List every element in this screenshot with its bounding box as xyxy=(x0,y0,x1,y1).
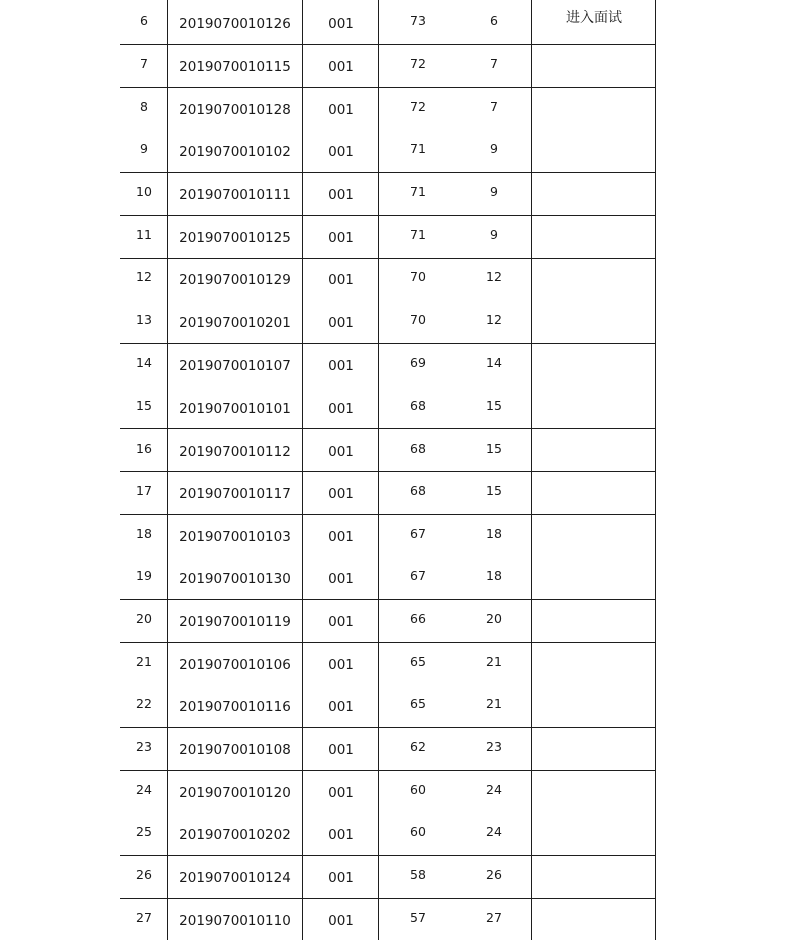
row-divider xyxy=(120,258,656,259)
position-cell: 21 xyxy=(486,654,502,669)
score-cell: 72 xyxy=(410,56,426,71)
score-cell: 70 xyxy=(410,269,426,284)
score-cell: 65 xyxy=(410,654,426,669)
position-cell: 15 xyxy=(486,398,502,413)
rank-cell: 21 xyxy=(136,654,152,669)
score-cell: 60 xyxy=(410,782,426,797)
exam-id-cell: 2019070010126 xyxy=(179,16,291,32)
position-cell: 27 xyxy=(486,910,502,925)
score-cell: 70 xyxy=(410,312,426,327)
exam-id-cell: 2019070010202 xyxy=(179,827,291,843)
position-cell: 18 xyxy=(486,568,502,583)
rank-cell: 23 xyxy=(136,739,152,754)
job-code-cell: 001 xyxy=(328,870,354,886)
job-code-cell: 001 xyxy=(328,785,354,801)
score-cell: 68 xyxy=(410,483,426,498)
score-cell: 67 xyxy=(410,526,426,541)
position-cell: 23 xyxy=(486,739,502,754)
exam-id-cell: 2019070010111 xyxy=(179,187,291,203)
row-divider xyxy=(120,343,656,344)
job-code-cell: 001 xyxy=(328,187,354,203)
row-divider xyxy=(120,898,656,899)
exam-id-cell: 2019070010124 xyxy=(179,870,291,886)
score-cell: 73 xyxy=(410,13,426,28)
score-cell: 67 xyxy=(410,568,426,583)
job-code-cell: 001 xyxy=(328,401,354,417)
exam-id-cell: 2019070010101 xyxy=(179,401,291,417)
exam-id-cell: 2019070010103 xyxy=(179,529,291,545)
score-cell: 65 xyxy=(410,696,426,711)
rank-cell: 22 xyxy=(136,696,152,711)
position-cell: 15 xyxy=(486,441,502,456)
rank-cell: 6 xyxy=(140,13,148,28)
row-divider xyxy=(120,87,656,88)
position-cell: 12 xyxy=(486,269,502,284)
score-cell: 71 xyxy=(410,141,426,156)
exam-id-cell: 2019070010125 xyxy=(179,230,291,246)
rank-cell: 26 xyxy=(136,867,152,882)
row-divider xyxy=(120,172,656,173)
rank-cell: 9 xyxy=(140,141,148,156)
rank-cell: 16 xyxy=(136,441,152,456)
exam-id-cell: 2019070010106 xyxy=(179,657,291,673)
rank-cell: 24 xyxy=(136,782,152,797)
rank-cell: 8 xyxy=(140,99,148,114)
exam-id-cell: 2019070010201 xyxy=(179,315,291,331)
position-cell: 9 xyxy=(490,227,498,242)
rank-cell: 14 xyxy=(136,355,152,370)
rank-cell: 18 xyxy=(136,526,152,541)
position-cell: 26 xyxy=(486,867,502,882)
rank-cell: 10 xyxy=(136,184,152,199)
job-code-cell: 001 xyxy=(328,358,354,374)
column-divider xyxy=(378,0,379,940)
exam-id-cell: 2019070010116 xyxy=(179,699,291,715)
column-divider xyxy=(167,0,168,940)
score-cell: 62 xyxy=(410,739,426,754)
score-cell: 58 xyxy=(410,867,426,882)
exam-id-cell: 2019070010117 xyxy=(179,486,291,502)
row-divider xyxy=(120,44,656,45)
exam-id-cell: 2019070010107 xyxy=(179,358,291,374)
row-divider xyxy=(120,428,656,429)
note-cell: 进入面试 xyxy=(566,10,622,26)
row-divider xyxy=(120,855,656,856)
job-code-cell: 001 xyxy=(328,230,354,246)
column-divider xyxy=(655,0,656,940)
score-cell: 57 xyxy=(410,910,426,925)
row-divider xyxy=(120,599,656,600)
row-divider xyxy=(120,642,656,643)
position-cell: 18 xyxy=(486,526,502,541)
rank-cell: 20 xyxy=(136,611,152,626)
row-divider xyxy=(120,471,656,472)
exam-id-cell: 2019070010115 xyxy=(179,59,291,75)
column-divider xyxy=(531,0,532,940)
position-cell: 20 xyxy=(486,611,502,626)
rank-cell: 13 xyxy=(136,312,152,327)
job-code-cell: 001 xyxy=(328,444,354,460)
score-cell: 68 xyxy=(410,398,426,413)
job-code-cell: 001 xyxy=(328,59,354,75)
rank-cell: 17 xyxy=(136,483,152,498)
column-divider xyxy=(302,0,303,940)
exam-id-cell: 2019070010102 xyxy=(179,144,291,160)
job-code-cell: 001 xyxy=(328,272,354,288)
exam-id-cell: 2019070010119 xyxy=(179,614,291,630)
score-cell: 68 xyxy=(410,441,426,456)
job-code-cell: 001 xyxy=(328,913,354,929)
job-code-cell: 001 xyxy=(328,144,354,160)
position-cell: 7 xyxy=(490,56,498,71)
exam-id-cell: 2019070010110 xyxy=(179,913,291,929)
position-cell: 9 xyxy=(490,141,498,156)
position-cell: 14 xyxy=(486,355,502,370)
position-cell: 9 xyxy=(490,184,498,199)
score-cell: 60 xyxy=(410,824,426,839)
rank-cell: 27 xyxy=(136,910,152,925)
exam-id-cell: 2019070010120 xyxy=(179,785,291,801)
position-cell: 24 xyxy=(486,824,502,839)
job-code-cell: 001 xyxy=(328,315,354,331)
position-cell: 15 xyxy=(486,483,502,498)
position-cell: 21 xyxy=(486,696,502,711)
exam-id-cell: 2019070010130 xyxy=(179,571,291,587)
job-code-cell: 001 xyxy=(328,699,354,715)
rank-cell: 7 xyxy=(140,56,148,71)
position-cell: 24 xyxy=(486,782,502,797)
job-code-cell: 001 xyxy=(328,486,354,502)
exam-id-cell: 2019070010108 xyxy=(179,742,291,758)
score-cell: 71 xyxy=(410,184,426,199)
job-code-cell: 001 xyxy=(328,657,354,673)
rank-cell: 11 xyxy=(136,227,152,242)
position-cell: 6 xyxy=(490,13,498,28)
score-cell: 69 xyxy=(410,355,426,370)
score-cell: 71 xyxy=(410,227,426,242)
rank-cell: 12 xyxy=(136,269,152,284)
exam-id-cell: 2019070010128 xyxy=(179,102,291,118)
row-divider xyxy=(120,514,656,515)
score-cell: 66 xyxy=(410,611,426,626)
job-code-cell: 001 xyxy=(328,827,354,843)
row-divider xyxy=(120,215,656,216)
exam-id-cell: 2019070010112 xyxy=(179,444,291,460)
rank-cell: 15 xyxy=(136,398,152,413)
job-code-cell: 001 xyxy=(328,16,354,32)
job-code-cell: 001 xyxy=(328,571,354,587)
exam-id-cell: 2019070010129 xyxy=(179,272,291,288)
rank-cell: 25 xyxy=(136,824,152,839)
position-cell: 12 xyxy=(486,312,502,327)
job-code-cell: 001 xyxy=(328,102,354,118)
row-divider xyxy=(120,770,656,771)
row-divider xyxy=(120,727,656,728)
job-code-cell: 001 xyxy=(328,742,354,758)
position-cell: 7 xyxy=(490,99,498,114)
rank-cell: 19 xyxy=(136,568,152,583)
score-cell: 72 xyxy=(410,99,426,114)
job-code-cell: 001 xyxy=(328,614,354,630)
job-code-cell: 001 xyxy=(328,529,354,545)
